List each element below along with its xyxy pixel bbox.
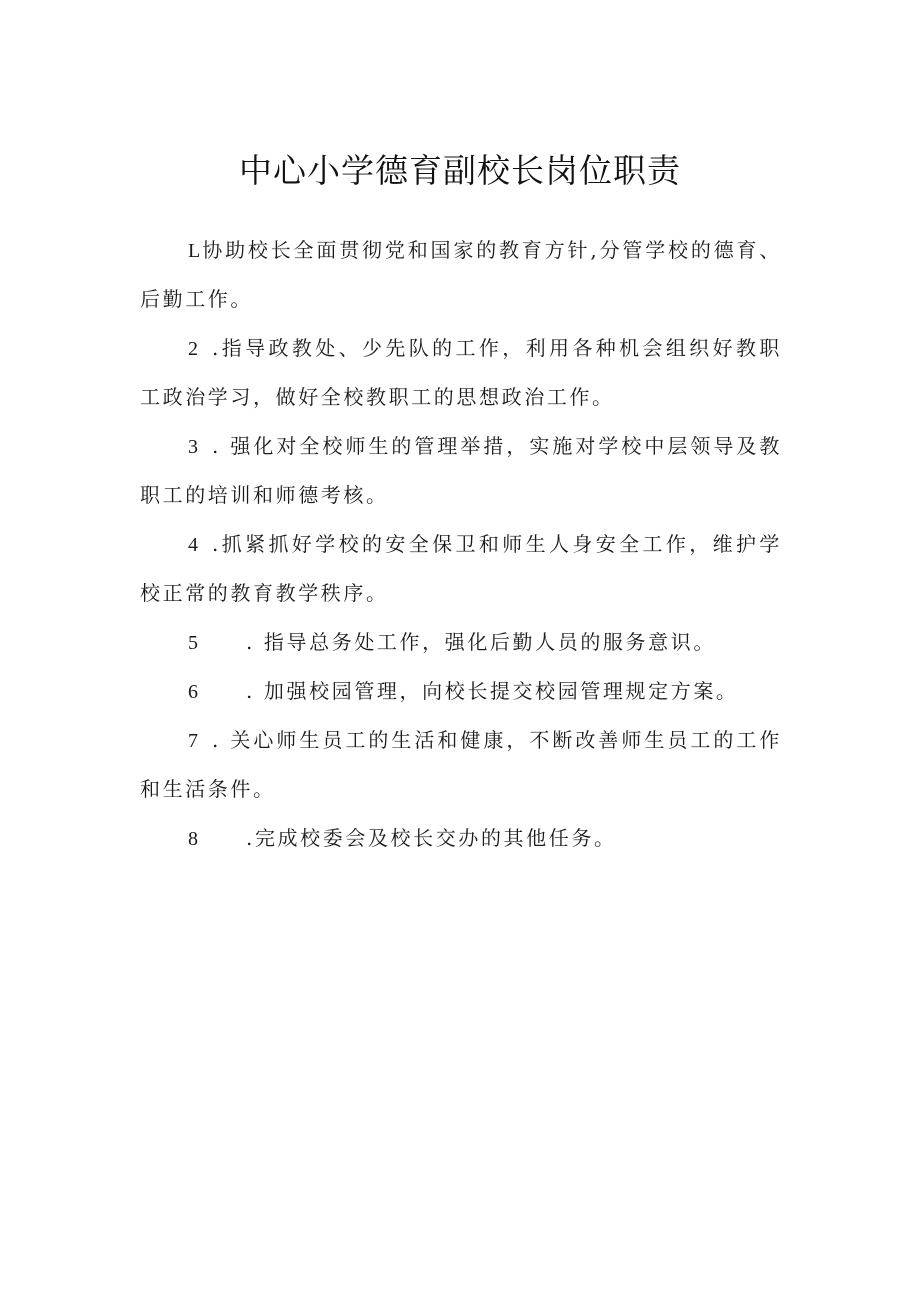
duty-item-8	[140, 814, 782, 863]
duty-item-3-text: . 强化对全校师生的管理举措，实施对学校中层领导及教	[212, 434, 782, 458]
duty-item-2-line-2: 工政治学习，做好全校教职工的思想政治工作。	[140, 385, 615, 409]
duty-item-1-text: 协助校长全面贯彻党和国家的教育方针,分管学校的德育、	[202, 238, 782, 262]
duty-item-7	[140, 716, 782, 814]
duty-item-6-line-1	[140, 667, 782, 716]
duty-item-3-number: 3	[188, 436, 198, 458]
duty-item-1-line-2: 后勤工作。	[140, 287, 253, 311]
duty-item-2-line-1	[140, 324, 782, 373]
duty-item-8-line-1	[140, 814, 782, 863]
duty-item-6	[140, 667, 782, 716]
duty-item-4-text: .抓紧抓好学校的安全保卫和师生人身安全工作，维护学	[212, 532, 782, 556]
page-title: 中心小学德育副校长岗位职责	[239, 151, 681, 190]
duty-item-7-line-2: 和生活条件。	[140, 777, 276, 801]
duty-item-2	[140, 324, 782, 422]
duty-item-7-text: . 关心师生员工的生活和健康，不断改善师生员工的工作	[212, 728, 782, 752]
duty-item-4-line-1	[140, 520, 782, 569]
duty-item-2-number: 2	[188, 338, 198, 360]
duty-item-4-line-2: 校正常的教育教学秩序。	[140, 581, 389, 605]
duty-item-5-number: 5	[188, 632, 198, 654]
duty-item-5-line-1	[140, 618, 782, 667]
duty-item-2-text: .指导政教处、少先队的工作，利用各种机会组织好教职	[212, 336, 782, 360]
duty-item-5-text: . 指导总务处工作，强化后勤人员的服务意识。	[246, 630, 716, 654]
duty-item-7-line-1	[140, 716, 782, 765]
duty-item-3	[140, 422, 782, 520]
duty-item-6-text: . 加强校园管理，向校长提交校园管理规定方案。	[246, 679, 739, 703]
duty-item-3-line-2: 职工的培训和师德考核。	[140, 483, 389, 507]
document-body	[140, 226, 782, 863]
duty-item-8-number: 8	[188, 828, 198, 850]
duty-item-1	[140, 226, 782, 324]
duty-item-5	[140, 618, 782, 667]
duty-item-1-line-1	[140, 226, 782, 275]
duty-item-4	[140, 520, 782, 618]
duty-item-3-line-1	[140, 422, 782, 471]
duty-item-8-text: .完成校委会及校长交办的其他任务。	[246, 826, 617, 850]
duty-item-7-number: 7	[188, 730, 198, 752]
duty-item-6-number: 6	[188, 681, 198, 703]
duty-item-1-number: L	[188, 240, 201, 262]
duty-item-4-number: 4	[188, 534, 198, 556]
